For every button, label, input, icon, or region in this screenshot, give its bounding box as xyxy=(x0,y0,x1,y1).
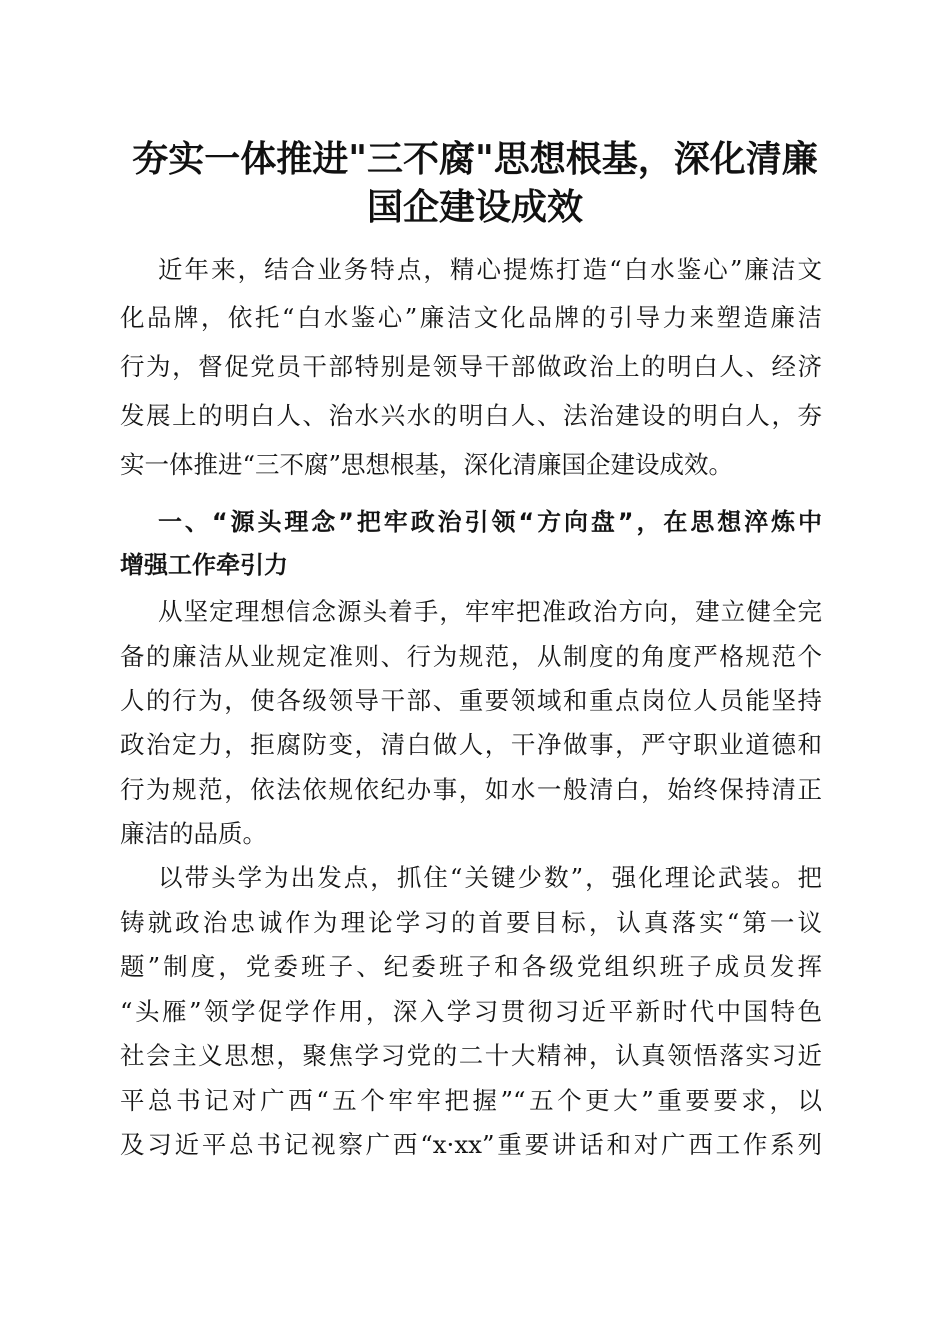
body2-line-1: 以带头学为出发点，抓住“关键少数”，强化理论武装。把 xyxy=(158,863,822,892)
intro-line-2: 化品牌，依托“白水鉴心”廉洁文化品牌的引导力来塑造廉洁 xyxy=(120,303,822,332)
intro-line-1: 近年来，结合业务特点，精心提炼打造“白水鉴心”廉洁文 xyxy=(158,255,822,284)
intro-line-5: 实一体推进“三不腐”思想根基，深化清廉国企建设成效。 xyxy=(120,450,734,479)
body2-line-7: 及习近平总书记视察广西“x·xx”重要讲话和对广西工作系列 xyxy=(120,1130,822,1159)
body2-line-4: “头雁”领学促学作用，深入学习贯彻习近平新时代中国特色 xyxy=(120,997,822,1026)
body1-line-2: 备的廉洁从业规定准则、行为规范，从制度的角度严格规范个 xyxy=(120,642,822,671)
body2-line-2: 铸就政治忠诚作为理论学习的首要目标，认真落实“第一议 xyxy=(120,908,822,937)
document-title-line-2: 国企建设成效 xyxy=(366,186,583,228)
intro-line-3: 行为，督促党员干部特别是领导干部做政治上的明白人、经济 xyxy=(120,352,822,381)
body1-line-5: 行为规范，依法依规依纪办事，如水一般清白，始终保持清正 xyxy=(120,775,822,804)
document-title-line-1: 夯实一体推进"三不腐"思想根基，深化清廉 xyxy=(132,138,818,180)
body2-line-6: 平总书记对广西“五个牢牢把握”“五个更大”重要要求，以 xyxy=(120,1086,822,1115)
body1-line-1: 从坚定理想信念源头着手，牢牢把准政治方向，建立健全完 xyxy=(158,597,822,626)
body1-line-3: 人的行为，使各级领导干部、重要领域和重点岗位人员能坚持 xyxy=(120,686,822,715)
section-heading-line-2: 增强工作牵引力 xyxy=(120,551,288,579)
body2-line-5: 社会主义思想，聚焦学习党的二十大精神，认真领悟落实习近 xyxy=(120,1041,822,1070)
body1-line-6: 廉洁的品质。 xyxy=(120,819,267,848)
section-heading-line-1: 一、“源头理念”把牢政治引领“方向盘”，在思想淬炼中 xyxy=(158,508,822,536)
intro-line-4: 发展上的明白人、治水兴水的明白人、法治建设的明白人，夯 xyxy=(120,401,822,430)
body2-line-3: 题”制度，党委班子、纪委班子和各级党组织班子成员发挥 xyxy=(120,952,822,981)
body1-line-4: 政治定力，拒腐防变，清白做人，干净做事，严守职业道德和 xyxy=(120,730,822,759)
